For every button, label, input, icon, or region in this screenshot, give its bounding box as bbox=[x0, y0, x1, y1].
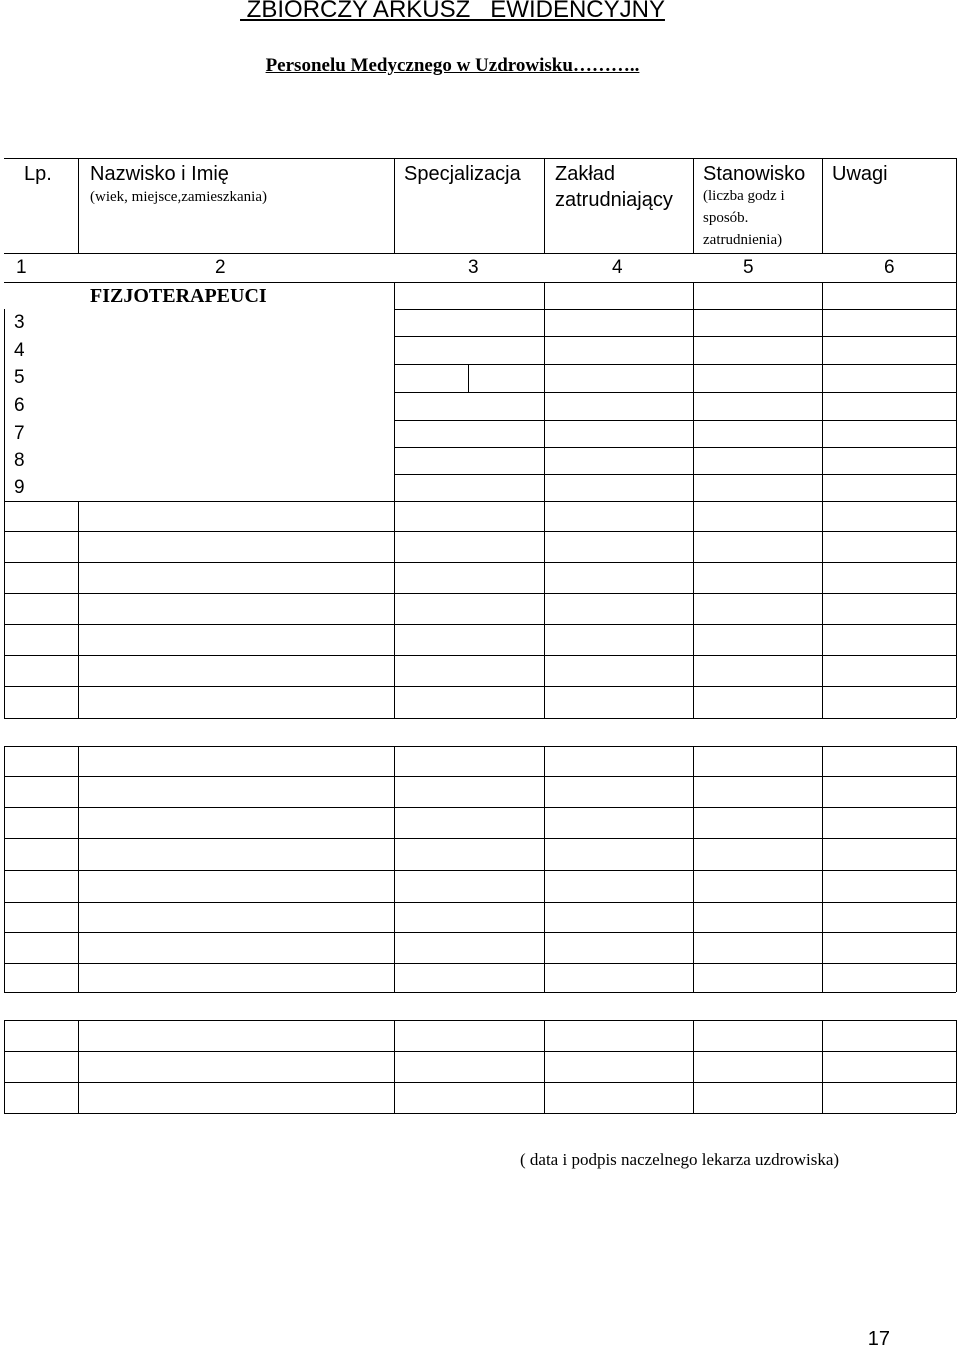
table-vertical-line bbox=[956, 253, 957, 282]
column-number-3: 3 bbox=[468, 257, 479, 278]
table-horizontal-line bbox=[4, 624, 956, 625]
table-horizontal-line bbox=[4, 562, 956, 563]
table-horizontal-line bbox=[4, 593, 956, 594]
table-horizontal-line bbox=[4, 686, 956, 687]
document-title: ZBIORCZY ARKUSZ EWIDENCYJNY bbox=[240, 0, 665, 23]
table-vertical-line bbox=[544, 309, 545, 718]
row-number-4: 4 bbox=[14, 340, 25, 361]
table-horizontal-line bbox=[4, 807, 956, 808]
header-position-sub1: (liczba godz i bbox=[703, 188, 785, 204]
table-horizontal-line bbox=[394, 420, 956, 421]
table-vertical-line bbox=[822, 1020, 823, 1113]
column-number-5: 5 bbox=[743, 257, 754, 278]
table-horizontal-line bbox=[394, 447, 956, 448]
document-subtitle: Personelu Medycznego w Uzdrowisku……….. bbox=[265, 55, 640, 76]
table-horizontal-line bbox=[4, 932, 956, 933]
table-vertical-line bbox=[4, 309, 5, 718]
table-horizontal-line bbox=[4, 1082, 956, 1083]
table-vertical-line bbox=[394, 746, 395, 992]
table-vertical-line bbox=[822, 746, 823, 992]
header-lp: Lp. bbox=[24, 163, 52, 185]
header-name-sub: (wiek, miejsce,zamieszkania) bbox=[90, 189, 267, 205]
table-horizontal-line bbox=[4, 655, 956, 656]
table-vertical-line bbox=[822, 158, 823, 253]
signature-caption: ( data i podpis naczelnego lekarza uzdrowiska) bbox=[520, 1150, 840, 1169]
table-horizontal-line bbox=[4, 1020, 956, 1021]
table-vertical-line bbox=[956, 1020, 957, 1113]
row-number-7: 7 bbox=[14, 423, 25, 444]
table-vertical-line bbox=[693, 1020, 694, 1113]
table-horizontal-line bbox=[4, 902, 956, 903]
row-number-9: 9 bbox=[14, 477, 25, 498]
table-vertical-line bbox=[956, 746, 957, 992]
table-vertical-line bbox=[544, 1020, 545, 1113]
header-specialization: Specjalizacja bbox=[404, 163, 521, 185]
table-vertical-line bbox=[956, 309, 957, 718]
table-vertical-line bbox=[78, 746, 79, 992]
row-number-6: 6 bbox=[14, 395, 25, 416]
header-position-sub3: zatrudnienia) bbox=[703, 232, 783, 248]
table-vertical-line bbox=[956, 282, 957, 309]
row-number-8: 8 bbox=[14, 450, 25, 471]
table-horizontal-line bbox=[4, 992, 956, 993]
table-horizontal-line bbox=[4, 963, 956, 964]
table-vertical-line bbox=[544, 746, 545, 992]
table-vertical-line bbox=[4, 1020, 5, 1113]
column-number-2: 2 bbox=[215, 257, 226, 278]
table-horizontal-line bbox=[394, 392, 956, 393]
table-vertical-line bbox=[78, 158, 79, 253]
table-horizontal-line bbox=[4, 1113, 956, 1114]
section-label: FIZJOTERAPEUCI bbox=[90, 285, 267, 307]
table-horizontal-line bbox=[4, 531, 956, 532]
table-horizontal-line bbox=[4, 718, 956, 719]
table-vertical-line bbox=[394, 158, 395, 253]
table-vertical-line bbox=[822, 282, 823, 309]
table-horizontal-line bbox=[4, 501, 956, 502]
table-horizontal-line bbox=[4, 870, 956, 871]
column-number-4: 4 bbox=[612, 257, 623, 278]
table-vertical-line bbox=[394, 1020, 395, 1113]
table-vertical-line bbox=[4, 746, 5, 992]
row-number-3: 3 bbox=[14, 312, 25, 333]
header-employer-line1: Zakład bbox=[555, 163, 616, 185]
table-vertical-line bbox=[693, 282, 694, 309]
table-vertical-line bbox=[544, 158, 545, 253]
table-horizontal-line bbox=[394, 336, 956, 337]
header-employer-line2: zatrudniający bbox=[555, 189, 673, 211]
table-horizontal-line bbox=[4, 838, 956, 839]
table-horizontal-line bbox=[394, 474, 956, 475]
table-vertical-line bbox=[693, 746, 694, 992]
table-vertical-line bbox=[394, 309, 395, 718]
table-vertical-line bbox=[468, 364, 469, 392]
column-number-6: 6 bbox=[884, 257, 895, 278]
table-horizontal-line bbox=[4, 158, 78, 159]
table-horizontal-line bbox=[4, 253, 956, 254]
table-horizontal-line bbox=[4, 746, 956, 747]
row-number-5: 5 bbox=[14, 367, 25, 388]
header-name: Nazwisko i Imię bbox=[90, 163, 229, 185]
table-vertical-line bbox=[693, 158, 694, 253]
table-vertical-line bbox=[822, 309, 823, 718]
table-horizontal-line bbox=[394, 309, 956, 310]
table-horizontal-line bbox=[4, 282, 956, 283]
header-position-sub2: sposób. bbox=[703, 210, 749, 226]
table-vertical-line bbox=[956, 158, 957, 253]
table-vertical-line bbox=[394, 282, 395, 309]
table-vertical-line bbox=[693, 309, 694, 718]
header-notes: Uwagi bbox=[832, 163, 888, 185]
table-horizontal-line bbox=[4, 776, 956, 777]
table-horizontal-line bbox=[394, 364, 956, 365]
table-vertical-line bbox=[78, 1020, 79, 1113]
table-vertical-line bbox=[544, 282, 545, 309]
table-horizontal-line bbox=[4, 1051, 956, 1052]
page-number: 17 bbox=[867, 1328, 890, 1350]
header-position: Stanowisko bbox=[703, 163, 806, 185]
table-horizontal-line bbox=[78, 158, 956, 159]
column-number-1: 1 bbox=[16, 257, 27, 278]
